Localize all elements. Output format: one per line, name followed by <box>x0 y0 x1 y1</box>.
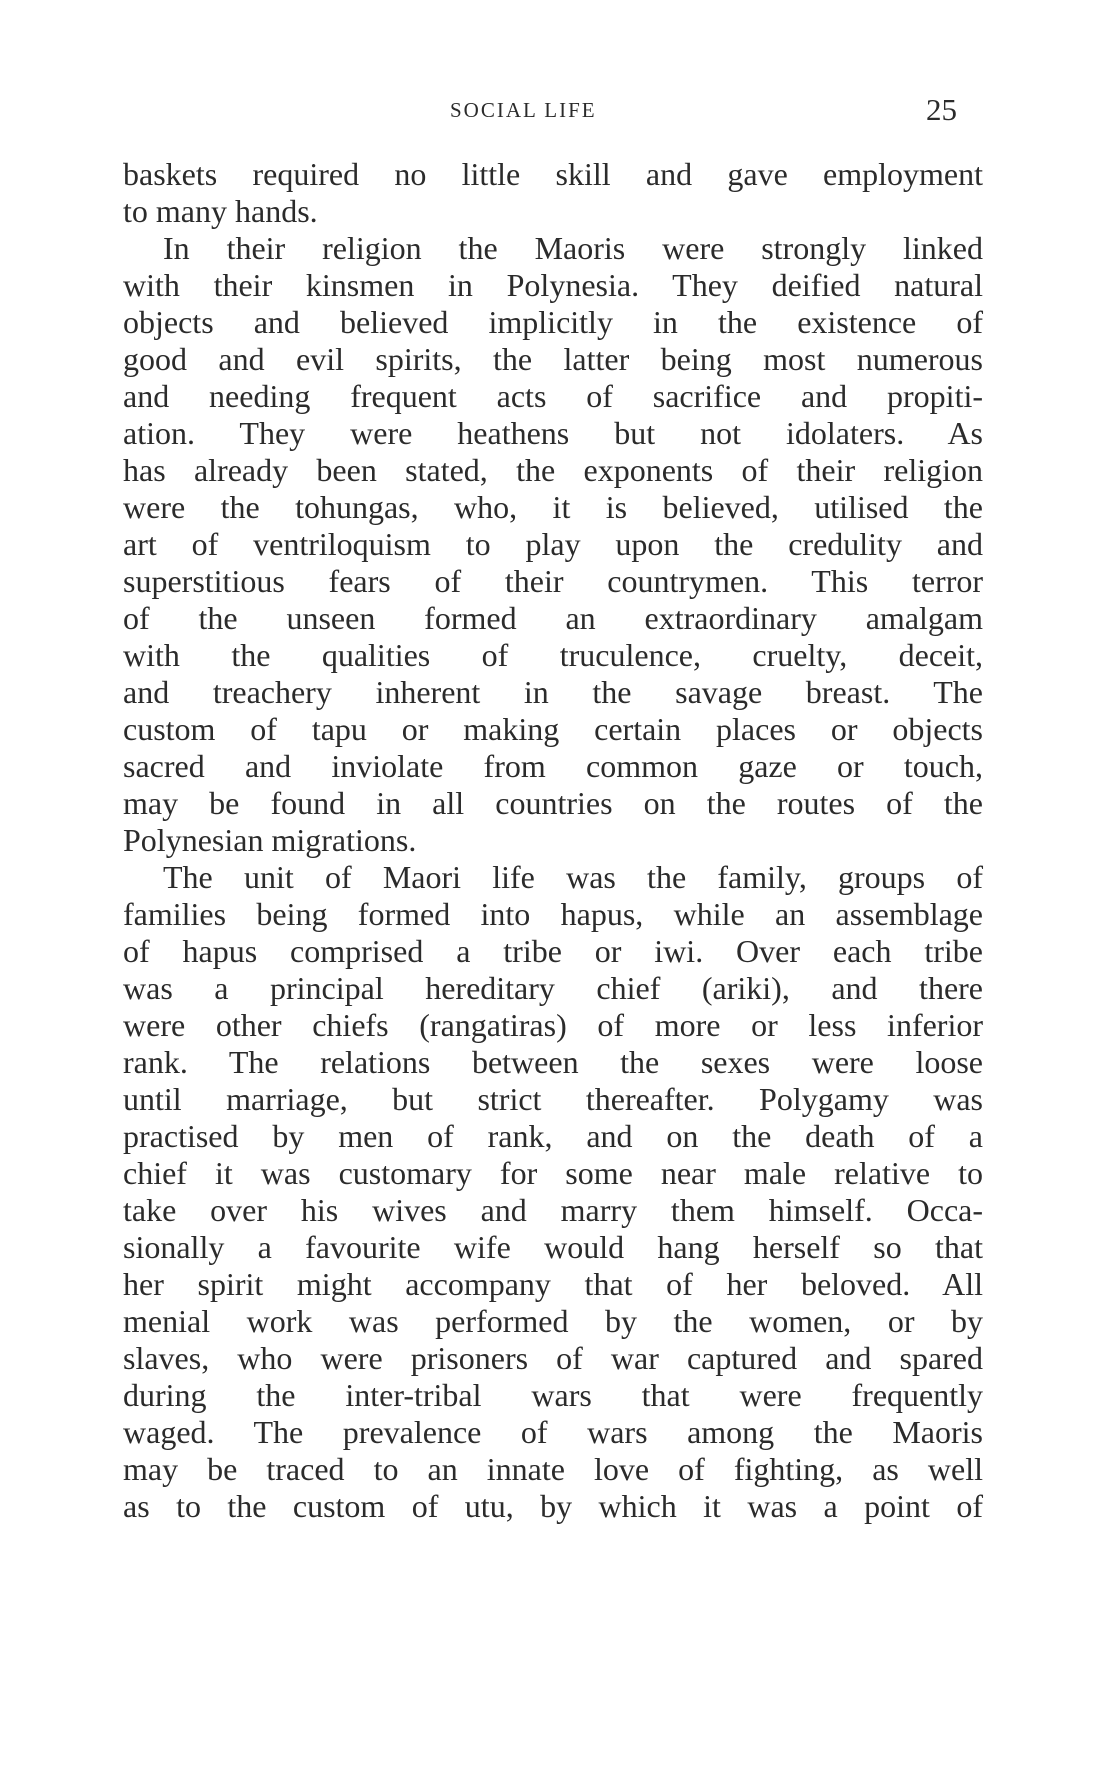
text-line: waged. The prevalence of wars among the Maoris <box>123 1414 983 1450</box>
text-line: In their religion the Maoris were strongly linked <box>163 230 983 266</box>
text-line: has already been stated, the exponents of their religion <box>123 452 983 488</box>
text-line: and needing frequent acts of sacrifice and propiti- <box>123 378 983 414</box>
text-line: her spirit might accompany that of her beloved. All <box>123 1266 983 1302</box>
text-line: during the inter-tribal wars that were frequently <box>123 1377 983 1413</box>
text-line: of hapus comprised a tribe or iwi. Over each tribe <box>123 933 983 969</box>
text-line: Polynesian migrations. <box>123 822 417 858</box>
text-line: sionally a favourite wife would hang herself so that <box>123 1229 983 1265</box>
text-line: custom of tapu or making certain places or objects <box>123 711 983 747</box>
text-line: may be traced to an innate love of fighting, as well <box>123 1451 983 1487</box>
text-line: until marriage, but strict thereafter. Polygamy was <box>123 1081 983 1117</box>
text-line: families being formed into hapus, while an assemblage <box>123 896 983 932</box>
text-line: with their kinsmen in Polynesia. They deified natural <box>123 267 983 303</box>
chapter-title: SOCIAL LIFE <box>450 98 597 122</box>
text-line: were other chiefs (rangatiras) of more or less inferior <box>123 1007 983 1043</box>
text-line: good and evil spirits, the latter being most numerous <box>123 341 983 377</box>
text-line: to many hands. <box>123 193 318 229</box>
text-line: rank. The relations between the sexes were loose <box>123 1044 983 1080</box>
text-line: superstitious fears of their countrymen. This terror <box>123 563 983 599</box>
text-line: and treachery inherent in the savage breast. The <box>123 674 983 710</box>
text-line: as to the custom of utu, by which it was a point of <box>123 1488 983 1524</box>
text-line: take over his wives and marry them himself. Occa- <box>123 1192 983 1228</box>
text-line: was a principal hereditary chief (ariki), and there <box>123 970 983 1006</box>
text-line: slaves, who were prisoners of war captured and spared <box>123 1340 983 1376</box>
text-line: were the tohungas, who, it is believed, utilised the <box>123 489 983 525</box>
text-line: may be found in all countries on the routes of the <box>123 785 983 821</box>
text-line: of the unseen formed an extraordinary amalgam <box>123 600 983 636</box>
page-number: 25 <box>926 92 957 127</box>
text-line: practised by men of rank, and on the death of a <box>123 1118 983 1154</box>
text-line: ation. They were heathens but not idolaters. As <box>123 415 983 451</box>
text-line: chief it was customary for some near male relative to <box>123 1155 983 1191</box>
text-line: The unit of Maori life was the family, groups of <box>163 859 983 895</box>
text-line: art of ventriloquism to play upon the credulity and <box>123 526 983 562</box>
text-line: objects and believed implicitly in the existence of <box>123 304 983 340</box>
text-line: menial work was performed by the women, or by <box>123 1303 983 1339</box>
text-line: baskets required no little skill and gave employment <box>123 156 983 192</box>
text-line: sacred and inviolate from common gaze or touch, <box>123 748 983 784</box>
text-line: with the qualities of truculence, cruelty, deceit, <box>123 637 983 673</box>
running-head <box>0 92 1114 132</box>
